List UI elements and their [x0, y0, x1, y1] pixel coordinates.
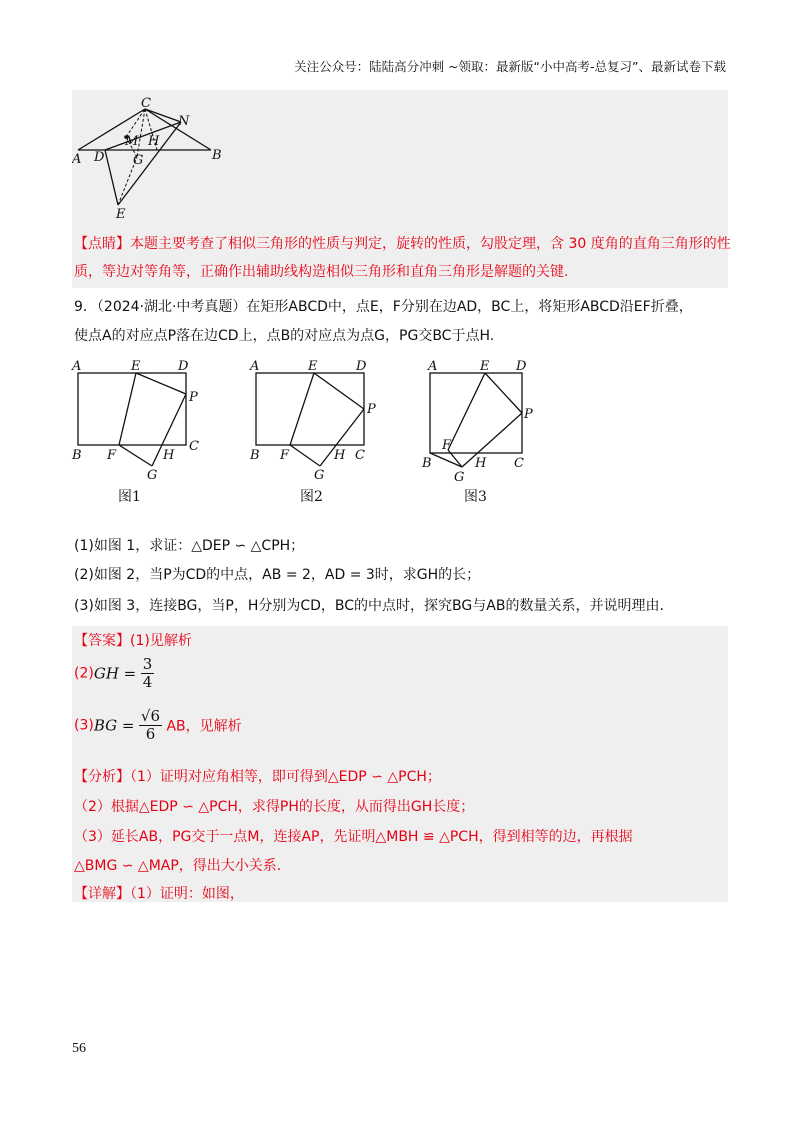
fig1-label-C: C	[189, 439, 199, 454]
fig3-label-G: G	[454, 470, 465, 485]
figure-2	[248, 355, 388, 505]
fig2-label-E: E	[308, 359, 318, 374]
question-line-2: 使点A的对应点P落在边CD上，点B的对应点为点G，PG交BC于点H.	[74, 328, 495, 344]
answer-3-fraction	[139, 708, 162, 743]
fig2-label-C: C	[355, 448, 365, 463]
figure-1	[70, 355, 210, 505]
rotation-figure	[72, 95, 232, 220]
comment-line-1: 【点睛】本题主要考查了相似三角形的性质与判定，旋转的性质，勾股定理，含 30 度角的直角三角形的性	[74, 236, 731, 252]
fig1-label-E: E	[131, 359, 141, 374]
answer-3-denominator: 6	[145, 725, 156, 743]
part-2: (2)如图 2，当P为CD的中点，AB = 2，AD = 3时，求GH的长；	[74, 567, 481, 583]
fig1-label-H: H	[163, 448, 175, 463]
fig3-label-P: P	[524, 407, 533, 422]
fig2-label-H: H	[334, 448, 346, 463]
answer-2	[74, 656, 154, 691]
part-1: (1)如图 1，求证：△DEP ∽ △CPH；	[74, 538, 305, 554]
fig3-label-D: D	[516, 359, 527, 374]
analysis-line-4: △BMG ∽ △MAP，得出大小关系.	[74, 858, 282, 874]
analysis-line-3: （3）延长AB，PG交于一点M，连接AP，先证明△MBH ≌ △PCH，得到相等的边，再根据	[74, 829, 633, 845]
fig1-label-P: P	[189, 390, 198, 405]
fig1-label-B: B	[72, 448, 82, 463]
fig2-label-G: G	[314, 468, 325, 483]
fig2-caption: 图2	[300, 489, 323, 505]
label-E: E	[116, 207, 126, 220]
label-G: G	[133, 153, 144, 168]
answer-3-rhs: AB，见解析	[166, 718, 242, 735]
fig3-label-F: F	[442, 438, 452, 453]
analysis-line-2: （2）根据△EDP ∽ △PCH，求得PH的长度，从而得出GH长度；	[74, 799, 475, 815]
answer-3-prefix: (3)	[74, 717, 94, 734]
label-C: C	[141, 96, 151, 111]
label-D: D	[94, 150, 105, 165]
question-line-1: 9．（2024·湖北·中考真题）在矩形ABCD中，点E，F分别在边AD，BC上，将矩形ABCD沿EF折叠，	[74, 299, 693, 315]
label-N: N	[178, 114, 190, 129]
answer-2-denominator: 4	[142, 673, 153, 691]
fig2-label-A: A	[250, 359, 260, 374]
comment-line-2: 质，等边对等角等，正确作出辅助线构造相似三角形和直角三角形是解题的关键.	[74, 264, 569, 280]
fig2-label-D: D	[356, 359, 367, 374]
detail-line: 【详解】（1）证明：如图，	[74, 886, 244, 902]
answer-2-prefix: (2)	[74, 665, 94, 682]
label-B: B	[212, 148, 222, 163]
fig3-label-B: B	[422, 456, 432, 471]
answer-3-numerator: √6	[140, 707, 161, 725]
fig2-label-F: F	[280, 448, 290, 463]
fig1-label-D: D	[178, 359, 189, 374]
fig2-label-B: B	[250, 448, 260, 463]
answer-2-lhs: GH =	[93, 664, 137, 683]
fig1-label-G: G	[147, 468, 158, 483]
label-A: A	[72, 152, 82, 167]
answer-1: 【答案】(1)见解析	[74, 633, 192, 649]
fig2-label-P: P	[367, 402, 376, 417]
part-3: (3)如图 3，连接BG，当P，H分别为CD，BC的中点时，探究BG与AB的数量关系，并说明理由.	[74, 598, 664, 614]
answer-2-fraction	[141, 656, 155, 691]
answer-3	[74, 708, 242, 743]
answer-3-lhs: BG =	[93, 716, 135, 735]
fig1-caption: 图1	[118, 489, 141, 505]
fig1-label-F: F	[107, 448, 117, 463]
label-M: M	[125, 134, 139, 149]
label-H: H	[148, 134, 160, 149]
fig1-label-A: A	[72, 359, 82, 374]
fig3-label-A: A	[428, 359, 438, 374]
page-header: 关注公众号：陆陆高分冲刺 ~领取：最新版“小中高考-总复习”、最新试卷下载	[294, 59, 726, 74]
fig3-caption: 图3	[464, 489, 487, 505]
page-number: 56	[72, 1041, 86, 1056]
answer-2-numerator: 3	[142, 655, 153, 673]
fig3-label-C: C	[514, 456, 524, 471]
figure-3	[420, 355, 550, 505]
fig3-label-H: H	[475, 456, 487, 471]
analysis-line-1: 【分析】（1）证明对应角相等，即可得到△EDP ∽ △PCH；	[74, 769, 441, 785]
fig3-label-E: E	[480, 359, 490, 374]
